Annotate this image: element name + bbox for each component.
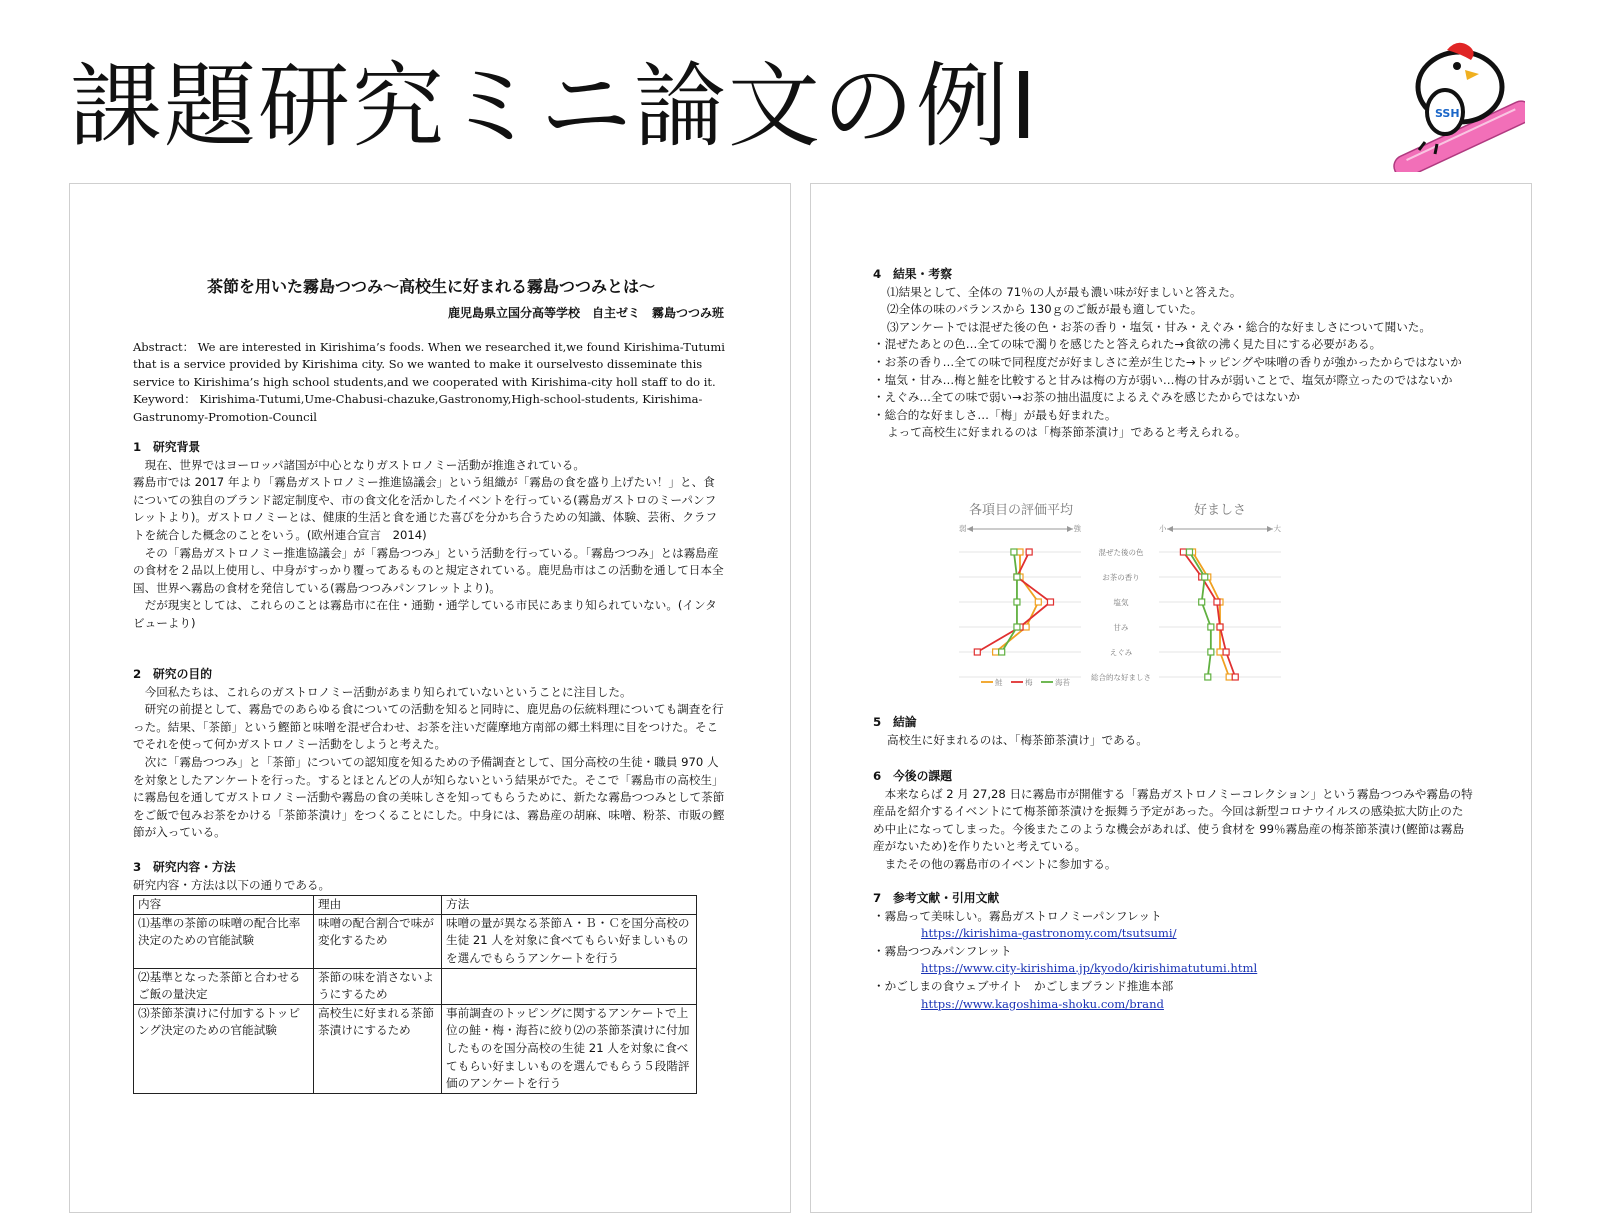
section-background — [133, 439, 725, 633]
result-bullet: ・えぐみ…全ての味で弱い→お茶の抽出温度によるえぐみを感じたからではないか — [873, 390, 1300, 405]
section-conclusion — [873, 714, 1473, 749]
keyword-text: Keyword： Kirishima-Tutumi,Ume-Chabusi-chazuke,Gastronomy,High-school-students, Kirishima-Gastrunomy-Promotion-Council — [133, 392, 703, 424]
result-bullet: ・総合的な好ましさ…「梅」が最も好まれた。 — [873, 407, 1117, 422]
result-item: ⑵全体の味のバランスから 130ｇのご飯が最も適していた。 — [887, 302, 1203, 317]
paragraph: 霧島市では 2017 年より「霧島ガストロノミー推進協議会」という組織が「霧島の食を盛り上げたい！」と、食についての独自のブランド認定制度や、市の食文化を活かしたイベントを行っている(霧島ガストロのミーパンフレットより)。ガストロノミーとは、健康的生活と食を通じた喜びを分かち合うための知識、体験、芸術、クラフトを統合した概念のことをいう。(欧州連合宣言 2014) — [133, 475, 718, 542]
paragraph: 研究内容・方法は以下の通りである。 — [133, 877, 331, 892]
data-point — [1026, 549, 1032, 555]
table-row — [134, 968, 697, 1004]
data-point — [1011, 549, 1017, 555]
reference-name: ・霧島って美味しい。霧島ガストロノミーパンフレット — [873, 908, 1162, 923]
paper-page-1 — [69, 183, 791, 1213]
reference-link[interactable]: https://kirishima-gastronomy.com/tsutsumi/ — [921, 926, 1177, 941]
section-method — [133, 859, 725, 1094]
data-point — [1180, 549, 1186, 555]
axis-low-label: 弱 — [959, 524, 967, 533]
table-cell: ⑵基準となった茶節と合わせるご飯の量決定 — [134, 968, 314, 1004]
table-cell: ⑶茶節茶漬けに付加するトッピング決定のための官能試験 — [134, 1004, 314, 1093]
section-heading: 2 研究の目的 — [133, 667, 212, 681]
axis-high-label: 強 — [1073, 524, 1081, 533]
section-future — [873, 768, 1473, 874]
category-label: 混ぜた後の色 — [1098, 548, 1144, 557]
axis-arrow-head — [1167, 526, 1173, 532]
data-point — [1232, 674, 1238, 680]
legend-label: 鮭 — [995, 678, 1003, 687]
table-cell: 高校生に好まれる茶節茶漬けにするため — [314, 1004, 442, 1093]
paragraph: 今回私たちは、これらのガストロノミー活動があまり知られていないということに注目した。 — [144, 684, 632, 699]
method-table — [133, 895, 697, 1094]
paragraph: その「霧島ガストロノミー推進協議会」が「霧島つつみ」という活動を行っている。「霧島つつみ」とは霧島産の食材を２品以上使用し、中身がすっかり覆ってあるものと規定されている。鹿児島市はこの活動を通して日本全国、世界へ霧島の食材を発信している(霧島つつみパンフレットより)。 — [133, 545, 724, 595]
axis-arrow-head — [1067, 526, 1073, 532]
data-point — [1014, 624, 1020, 630]
series-line — [1190, 552, 1211, 677]
category-label: お茶の香り — [1102, 573, 1140, 582]
reference-link[interactable]: https://www.kagoshima-shoku.com/brand — [921, 996, 1164, 1011]
svg-text:SSH: SSH — [1435, 107, 1460, 120]
table-cell: 茶節の味を消さないようにするため — [314, 968, 442, 1004]
legend-label: 梅 — [1025, 678, 1033, 687]
abstract-text: Abstract： We are interested in Kirishima’s foods. When we researched it,we found Kirishima-Tutumi that is a service provided by Kirishima city. So we wanted to make it ourselvesto disseminate this service to Kirishima’s high school students,and we cooperated with Kirishima-city holl staff to do it. — [133, 340, 725, 389]
ssh-mascot-icon — [1385, 32, 1525, 172]
table-header-cell: 方法 — [442, 896, 697, 915]
data-point — [1202, 574, 1208, 580]
abstract — [133, 339, 725, 426]
section-results — [873, 266, 1473, 442]
category-label: えぐみ — [1109, 648, 1133, 657]
paragraph: だが現実としては、これらのことは霧島市に在住・通勤・通学している市民にあまり知られていない。(インタビューより) — [133, 598, 717, 630]
table-cell: ⑴基準の茶節の味噌の配合比率決定のための官能試験 — [134, 914, 314, 968]
result-bullet: ・お茶の香り…全ての味で同程度だが好ましさに差が生じた→トッピングや味噌の香りが強かったからではないか — [873, 354, 1462, 369]
paragraph: 次に「霧島つつみ」と「茶節」についての認知度を知るための予備調査として、国分高校の生徒・職員 970 人を対象としたアンケートを行った。するとほとんどの人が知らないという結果がでた。そこで「霧島市の高校生」に霧島包を通してガストロノミー活動や霧島の食の美味しさを知ってもらうために、新たな霧島つつみとして茶節をご飯で包みお茶をかける「茶節茶漬け」をつくることにした。中身には、霧島産の胡麻、味噌、粉茶、市販の鰹節が入っている。 — [133, 754, 725, 840]
section-heading: 7 参考文献・引用文献 — [873, 891, 1000, 905]
data-point — [974, 649, 980, 655]
data-point — [1014, 599, 1020, 605]
paragraph: 本来ならば 2 月 27,28 日に霧島市が開催する「霧島ガストロノミーコレクション」という霧島つつみや霧島の特産品を紹介するイベントにて梅茶節茶漬けを振舞う予定があった。今回は新型コロナウイルスの感染拡大防止のため中止になってしまった。今後またこのような機会があれば、使う食材を 99％霧島産の梅茶節茶漬け(鰹節は霧島産がないため)を作りたいと考えている。 — [873, 786, 1473, 854]
result-bullet: ・塩気・甘み…梅と鮭を比較すると甘みは梅の方が弱い…梅の甘みが弱いことで、塩気が際立ったのではないか — [873, 372, 1453, 387]
section-heading: 4 結果・考察 — [873, 267, 952, 281]
result-bullet: ・混ぜたあとの色…全ての味で濁りを感じたと答えられた→食欲の沸く見た目にする必要がある。 — [873, 337, 1382, 352]
table-row — [134, 914, 697, 968]
paragraph: 高校生に好まれるのは、「梅茶節茶漬け」である。 — [887, 732, 1148, 747]
axis-low-label: 小 — [1159, 524, 1167, 533]
table-cell: 事前調査のトッピングに関するアンケートで上位の鮭・梅・海苔に絞り⑵の茶節茶漬けに付加したものを国分高校の生徒 21 人を対象に食べてもらい好ましいものを選んでもらう５段階評価のアンケートを行う — [442, 1004, 697, 1093]
legend-label: 海苔 — [1055, 678, 1070, 687]
result-item: ⑴結果として、全体の 71％の人が最も濃い味が好ましいと答えた。 — [887, 284, 1242, 299]
data-point — [1208, 649, 1214, 655]
axis-high-label: 大 — [1273, 524, 1281, 533]
paper-author: 鹿児島県立国分高等学校 自主ゼミ 霧島つつみ班 — [447, 306, 724, 320]
data-point — [1048, 599, 1054, 605]
paragraph: またその他の霧島市のイベントに参加する。 — [884, 856, 1117, 871]
table-cell — [442, 968, 697, 1004]
axis-arrow-head — [1267, 526, 1273, 532]
result-item: ⑶アンケートでは混ぜた後の色・お茶の香り・塩気・甘み・えぐみ・総合的な好ましさについて聞いた。 — [887, 319, 1431, 334]
table-cell: 味噌の量が異なる茶節Ａ・Ｂ・Ｃを国分高校の生徒 21 人を対象に食べてもらい好ましいものを選んでもらうアンケートを行う — [442, 914, 697, 968]
category-label: 塩気 — [1113, 598, 1129, 607]
paragraph: 研究の前提として、霧島でのあらゆる食についての活動を知ると同時に、鹿児島の伝統料理についても調査を行った。結果、「茶節」という鰹節と味噌を混ぜ合わせ、お茶を注いだ薩摩地方南部の郷土料理に目をつけた。そこでそれを使って何かガストロノミー活動をしようと考えた。 — [133, 702, 724, 752]
data-point — [1199, 599, 1205, 605]
reference-link[interactable]: https://www.city-kirishima.jp/kyodo/kirishimatutumi.html — [921, 961, 1258, 976]
data-point — [1214, 599, 1220, 605]
section-heading: 1 研究背景 — [133, 440, 201, 454]
evaluation-chart — [941, 494, 1281, 694]
section-heading: 6 今後の課題 — [873, 769, 952, 783]
section-heading: 5 結論 — [873, 715, 917, 729]
data-point — [1208, 624, 1214, 630]
data-point — [1014, 574, 1020, 580]
data-point — [1223, 649, 1229, 655]
data-point — [1217, 649, 1223, 655]
data-point — [1017, 549, 1023, 555]
data-point — [1226, 674, 1232, 680]
table-header-row — [134, 896, 697, 915]
chart-title-left: 各項目の評価平均 — [968, 503, 1074, 518]
data-point — [1187, 549, 1193, 555]
reference-name: ・かごしまの食ウェブサイト かごしまブランド推進本部 — [873, 978, 1174, 993]
data-point — [1217, 624, 1223, 630]
section-references — [873, 890, 1473, 1013]
table-row — [134, 1004, 697, 1093]
table-header-cell: 内容 — [134, 896, 314, 915]
reference-name: ・霧島つつみパンフレット — [873, 943, 1012, 958]
slide-title: 課題研究ミニ論文の例Ⅰ — [70, 53, 1040, 160]
table-cell: 味噌の配合割合で味が変化するため — [314, 914, 442, 968]
table-header-cell: 理由 — [314, 896, 442, 915]
data-point — [1023, 624, 1029, 630]
data-point — [999, 649, 1005, 655]
data-point — [1035, 599, 1041, 605]
data-point — [993, 649, 999, 655]
chart-title-right: 好ましさ — [1193, 503, 1247, 518]
paper-page-2 — [810, 183, 1532, 1213]
category-label: 甘み — [1113, 623, 1129, 632]
axis-arrow-head — [967, 526, 973, 532]
paragraph: 現在、世界ではヨーロッパ諸国が中心となりガストロノミー活動が推進されている。 — [144, 457, 585, 472]
result-conclusion: よって高校生に好まれるのは「梅茶節茶漬け」であると考えられる。 — [887, 425, 1247, 440]
category-label: 総合的な好ましさ — [1091, 673, 1151, 682]
paper-title: 茶節を用いた霧島つつみ～高校生に好まれる霧島つつみとは～ — [206, 277, 655, 296]
section-heading: 3 研究内容・方法 — [133, 860, 236, 874]
section-purpose — [133, 666, 725, 842]
data-point — [1205, 674, 1211, 680]
